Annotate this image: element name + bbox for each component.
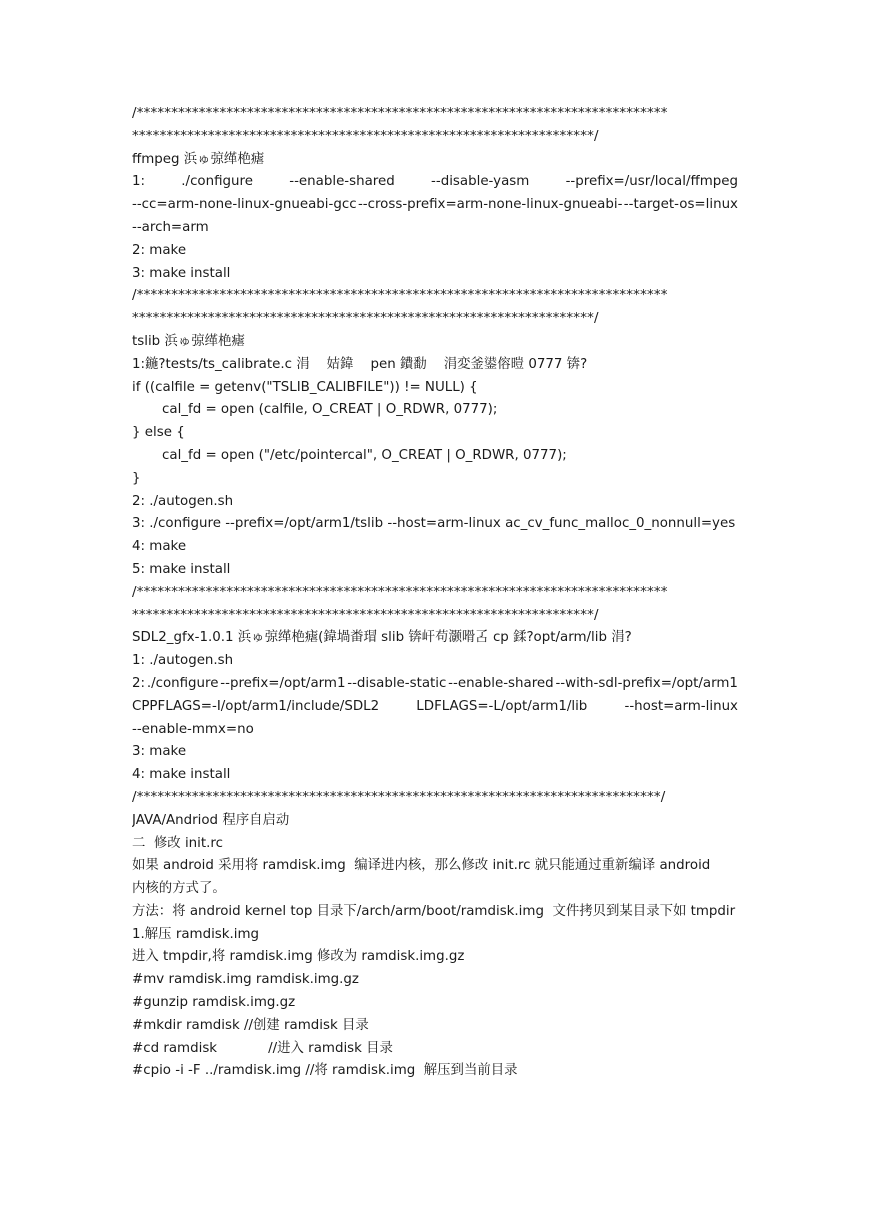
text-line [132, 194, 738, 217]
text-line: #mv ramdisk.img ramdisk.img.gz [132, 972, 359, 988]
text-line: cal_fd = open (calfile, O_CREAT | O_RDWR, 0777); [162, 402, 498, 418]
text-line: 3: ./configure --prefix=/opt/arm1/tslib --host=arm-linux ac_cv_func_malloc_0_nonnull=yes [132, 516, 736, 532]
text-line: 3: make install [132, 265, 231, 281]
text-line: #cpio -i -F ../ramdisk.img //将 ramdisk.img 解压到当前目录 [132, 1063, 518, 1079]
text-segment: ./configure [181, 174, 253, 190]
text-line: --arch=arm [132, 219, 209, 235]
text-segment: --cc=arm-none-linux-gnueabi-gcc [132, 197, 357, 213]
separator-line: *******************************************************************/ [132, 128, 599, 144]
text-line [132, 673, 738, 696]
text-line: SDL2_gfx-1.0.1 浜ゅ弶缂栬瘧(鍏堝畨瑁 slib 锛屽苟灏嗗叾 cp 鍒?opt/arm/lib 涓? [132, 630, 632, 646]
text-line: } [132, 470, 141, 486]
text-line: 二 修改 init.rc [132, 835, 223, 851]
text-line: #mkdir ramdisk //创建 ramdisk 目录 [132, 1017, 369, 1033]
separator-line: *******************************************************************/ [132, 311, 599, 327]
text-line: if ((calfile = getenv("TSLIB_CALIBFILE")) != NULL) { [132, 379, 478, 395]
text-segment: 1: [132, 174, 146, 190]
text-line: ffmpeg 浜ゅ弶缂栬瘧 [132, 151, 265, 167]
text-segment: --prefix=/opt/arm1 [220, 675, 346, 691]
separator-line: /***************************************************************************** [132, 106, 668, 121]
text-line: cal_fd = open ("/etc/pointercal", O_CREAT | O_RDWR, 0777); [162, 447, 567, 463]
text-segment: --disable-static [347, 675, 447, 691]
text-line: 2: make [132, 242, 187, 258]
text-line: 2: ./autogen.sh [132, 493, 234, 509]
text-segment: CPPFLAGS=-I/opt/arm1/include/SDL2 [132, 698, 380, 714]
text-line: --enable-mmx=no [132, 721, 254, 737]
text-segment: --enable-shared [448, 675, 554, 691]
separator-line: /***************************************************************************** [132, 288, 668, 304]
text-line [132, 696, 738, 719]
text-line: tslib 浜ゅ弶缂栬瘧 [132, 333, 245, 349]
text-line: } else { [132, 425, 185, 441]
text-line: 内核的方式了。 [132, 881, 226, 897]
text-line: 4: make [132, 539, 187, 555]
text-line: 1: ./autogen.sh [132, 653, 234, 669]
text-segment: LDFLAGS=-L/opt/arm1/lib [416, 698, 588, 714]
text-line: 1.解压 ramdisk.img [132, 926, 260, 942]
text-line: 方法：将 android kernel top 目录下/arch/arm/boot/ramdisk.img 文件拷贝到某目录下如 tmpdir [132, 903, 736, 919]
text-segment: --target-os=linux [623, 197, 738, 213]
document-body [132, 103, 738, 1083]
text-line: 5: make install [132, 561, 231, 577]
text-segment: --enable-shared [289, 174, 395, 190]
text-segment: --cross-prefix=arm-none-linux-gnueabi- [357, 197, 623, 213]
text-segment: ./configure [146, 675, 219, 691]
text-line: JAVA/Andriod 程序自启动 [132, 812, 290, 828]
separator-line: /***************************************************************************** [132, 584, 668, 600]
text-segment: --prefix=/usr/local/ffmpeg [565, 174, 738, 190]
separator-line: /****************************************************************************/ [132, 789, 666, 805]
text-segment: --host=arm-linux [624, 698, 738, 714]
text-line: 进入 tmpdir,将 ramdisk.img 修改为 ramdisk.img.gz [132, 949, 465, 965]
text-line: 3: make [132, 744, 187, 760]
text-line: #cd ramdisk //进入 ramdisk 目录 [132, 1040, 393, 1056]
text-line: #gunzip ramdisk.img.gz [132, 995, 296, 1011]
text-segment: 2: [132, 675, 146, 691]
text-line: 1:鍦?tests/ts_calibrate.c 涓 姞鍏 pen 鐨勫 涓変釜鍙傛暟 0777 锛? [132, 356, 588, 372]
text-segment: --disable-yasm [431, 174, 530, 190]
text-segment: --with-sdl-prefix=/opt/arm1 [555, 675, 738, 691]
text-line: 4: make install [132, 767, 231, 783]
text-line [132, 171, 738, 194]
separator-line: *******************************************************************/ [132, 607, 599, 623]
text-line: 如果 android 采用将 ramdisk.img 编译进内核，那么修改 init.rc 就只能通过重新编译 android [132, 858, 711, 874]
